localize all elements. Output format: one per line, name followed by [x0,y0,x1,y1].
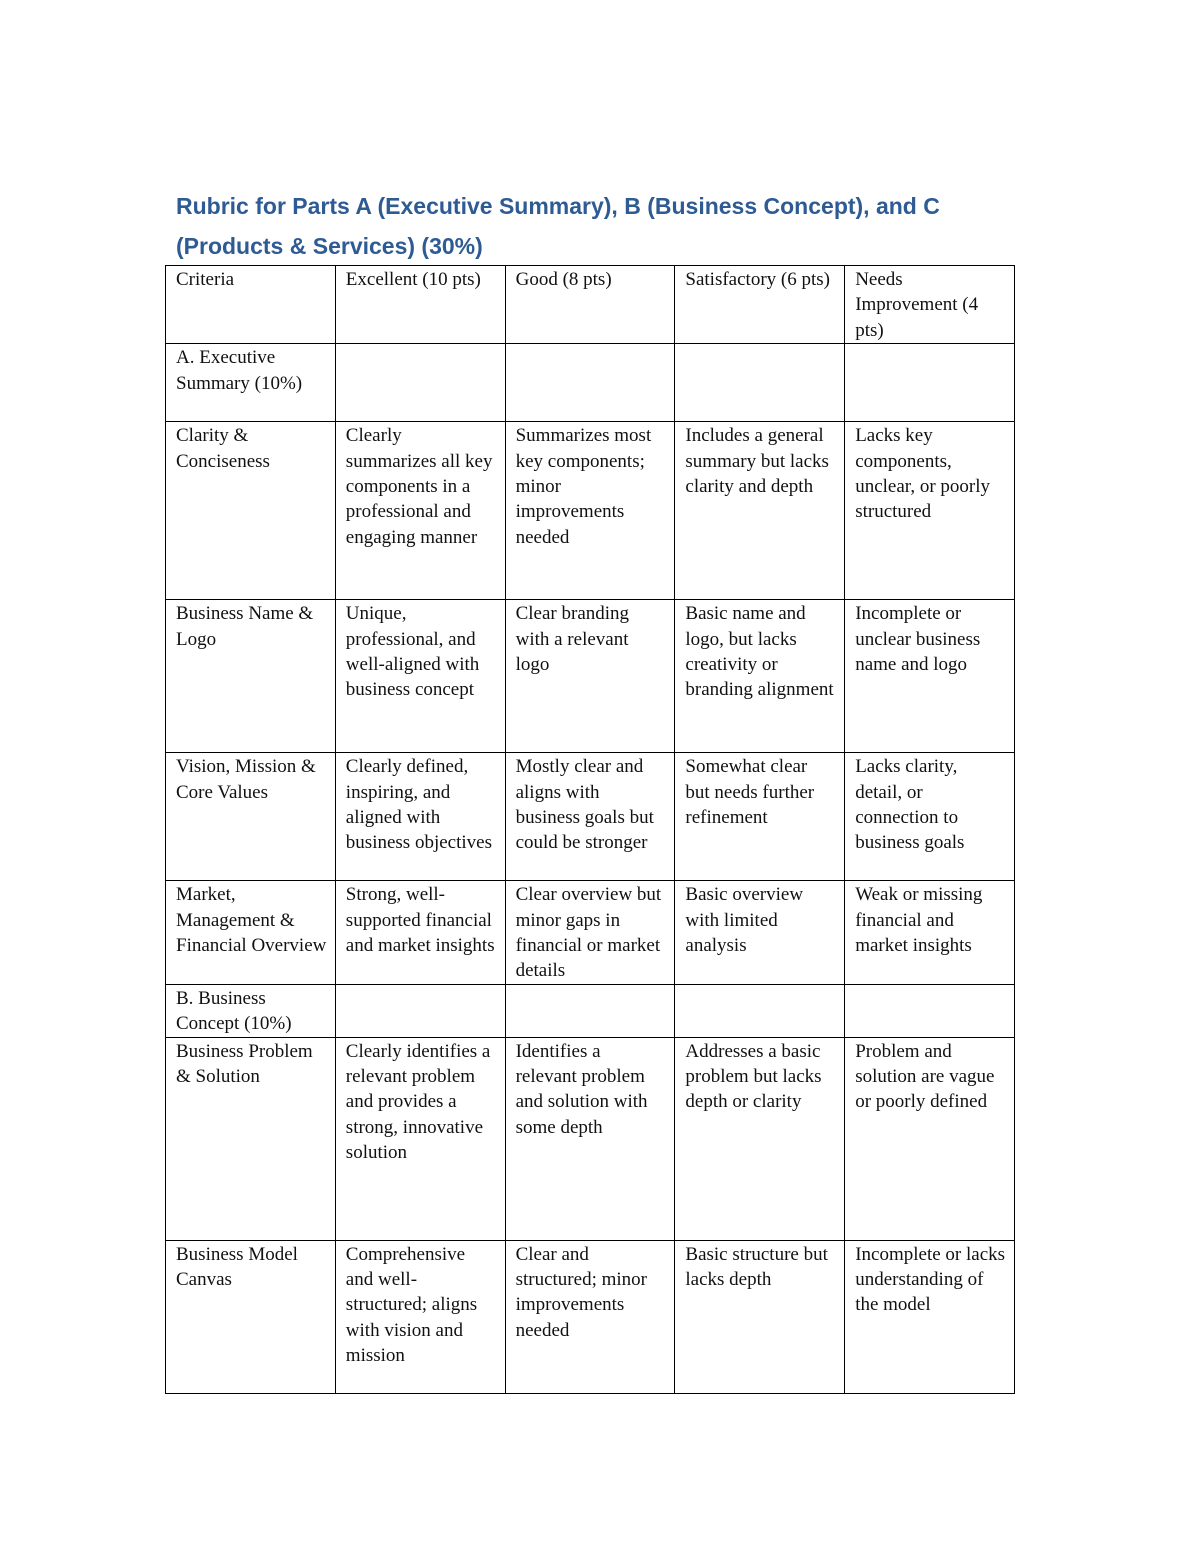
header-cell-needs-improvement: Needs Improvement (4 pts) [845,266,1015,344]
good-cell: Summarizes most key components; minor improvements needed [505,422,675,600]
header-cell-good: Good (8 pts) [505,266,675,344]
criteria-cell: Business Name & Logo [166,600,336,753]
needs-improvement-cell: Lacks clarity, detail, or connection to business goals [845,753,1015,881]
needs-improvement-cell: Incomplete or unclear business name and logo [845,600,1015,753]
criteria-cell: Clarity & Conciseness [166,422,336,600]
needs-improvement-cell: Weak or missing financial and market insights [845,881,1015,985]
table-header-row [166,266,1015,344]
excellent-cell: Clearly identifies a relevant problem and provides a strong, innovative solution [335,1037,505,1240]
excellent-cell: Comprehensive and well-structured; aligns with vision and mission [335,1240,505,1393]
good-cell: Clear branding with a relevant logo [505,600,675,753]
excellent-cell: Clearly summarizes all key components in a professional and engaging manner [335,422,505,600]
rubric-title: Rubric for Parts A (Executive Summary), B (Business Concept), and C (Products & Services) (30%) [176,193,940,259]
empty-cell [335,984,505,1037]
excellent-cell: Clearly defined, inspiring, and aligned with business objectives [335,753,505,881]
section-row-executive-summary [166,344,1015,422]
good-cell: Identifies a relevant problem and solution with some depth [505,1037,675,1240]
empty-cell [335,344,505,422]
criteria-cell: Business Problem & Solution [166,1037,336,1240]
satisfactory-cell: Addresses a basic problem but lacks depth or clarity [675,1037,845,1240]
satisfactory-cell: Basic overview with limited analysis [675,881,845,985]
good-cell: Clear and structured; minor improvements needed [505,1240,675,1393]
section-label-cell: A. Executive Summary (10%) [166,344,336,422]
table-row-market-overview [166,881,1015,985]
criteria-cell: Vision, Mission & Core Values [166,753,336,881]
rubric-table [165,265,1015,1394]
empty-cell [845,344,1015,422]
criteria-cell: Business Model Canvas [166,1240,336,1393]
empty-cell [505,984,675,1037]
needs-improvement-cell: Incomplete or lacks understanding of the model [845,1240,1015,1393]
satisfactory-cell: Somewhat clear but needs further refinement [675,753,845,881]
good-cell: Mostly clear and aligns with business goals but could be stronger [505,753,675,881]
table-row-business-name-logo [166,600,1015,753]
header-cell-criteria: Criteria [166,266,336,344]
empty-cell [845,984,1015,1037]
satisfactory-cell: Includes a general summary but lacks clarity and depth [675,422,845,600]
table-row-business-model-canvas [166,1240,1015,1393]
needs-improvement-cell: Problem and solution are vague or poorly defined [845,1037,1015,1240]
empty-cell [675,344,845,422]
good-cell: Clear overview but minor gaps in financial or market details [505,881,675,985]
satisfactory-cell: Basic name and logo, but lacks creativity or branding alignment [675,600,845,753]
header-cell-satisfactory: Satisfactory (6 pts) [675,266,845,344]
table-row-vision-mission [166,753,1015,881]
needs-improvement-cell: Lacks key components, unclear, or poorly structured [845,422,1015,600]
section-label-cell: B. Business Concept (10%) [166,984,336,1037]
table-row-business-problem [166,1037,1015,1240]
excellent-cell: Strong, well-supported financial and market insights [335,881,505,985]
table-row-clarity-conciseness [166,422,1015,600]
empty-cell [505,344,675,422]
excellent-cell: Unique, professional, and well-aligned with business concept [335,600,505,753]
criteria-cell: Market, Management & Financial Overview [166,881,336,985]
header-cell-excellent: Excellent (10 pts) [335,266,505,344]
section-row-business-concept [166,984,1015,1037]
empty-cell [675,984,845,1037]
satisfactory-cell: Basic structure but lacks depth [675,1240,845,1393]
